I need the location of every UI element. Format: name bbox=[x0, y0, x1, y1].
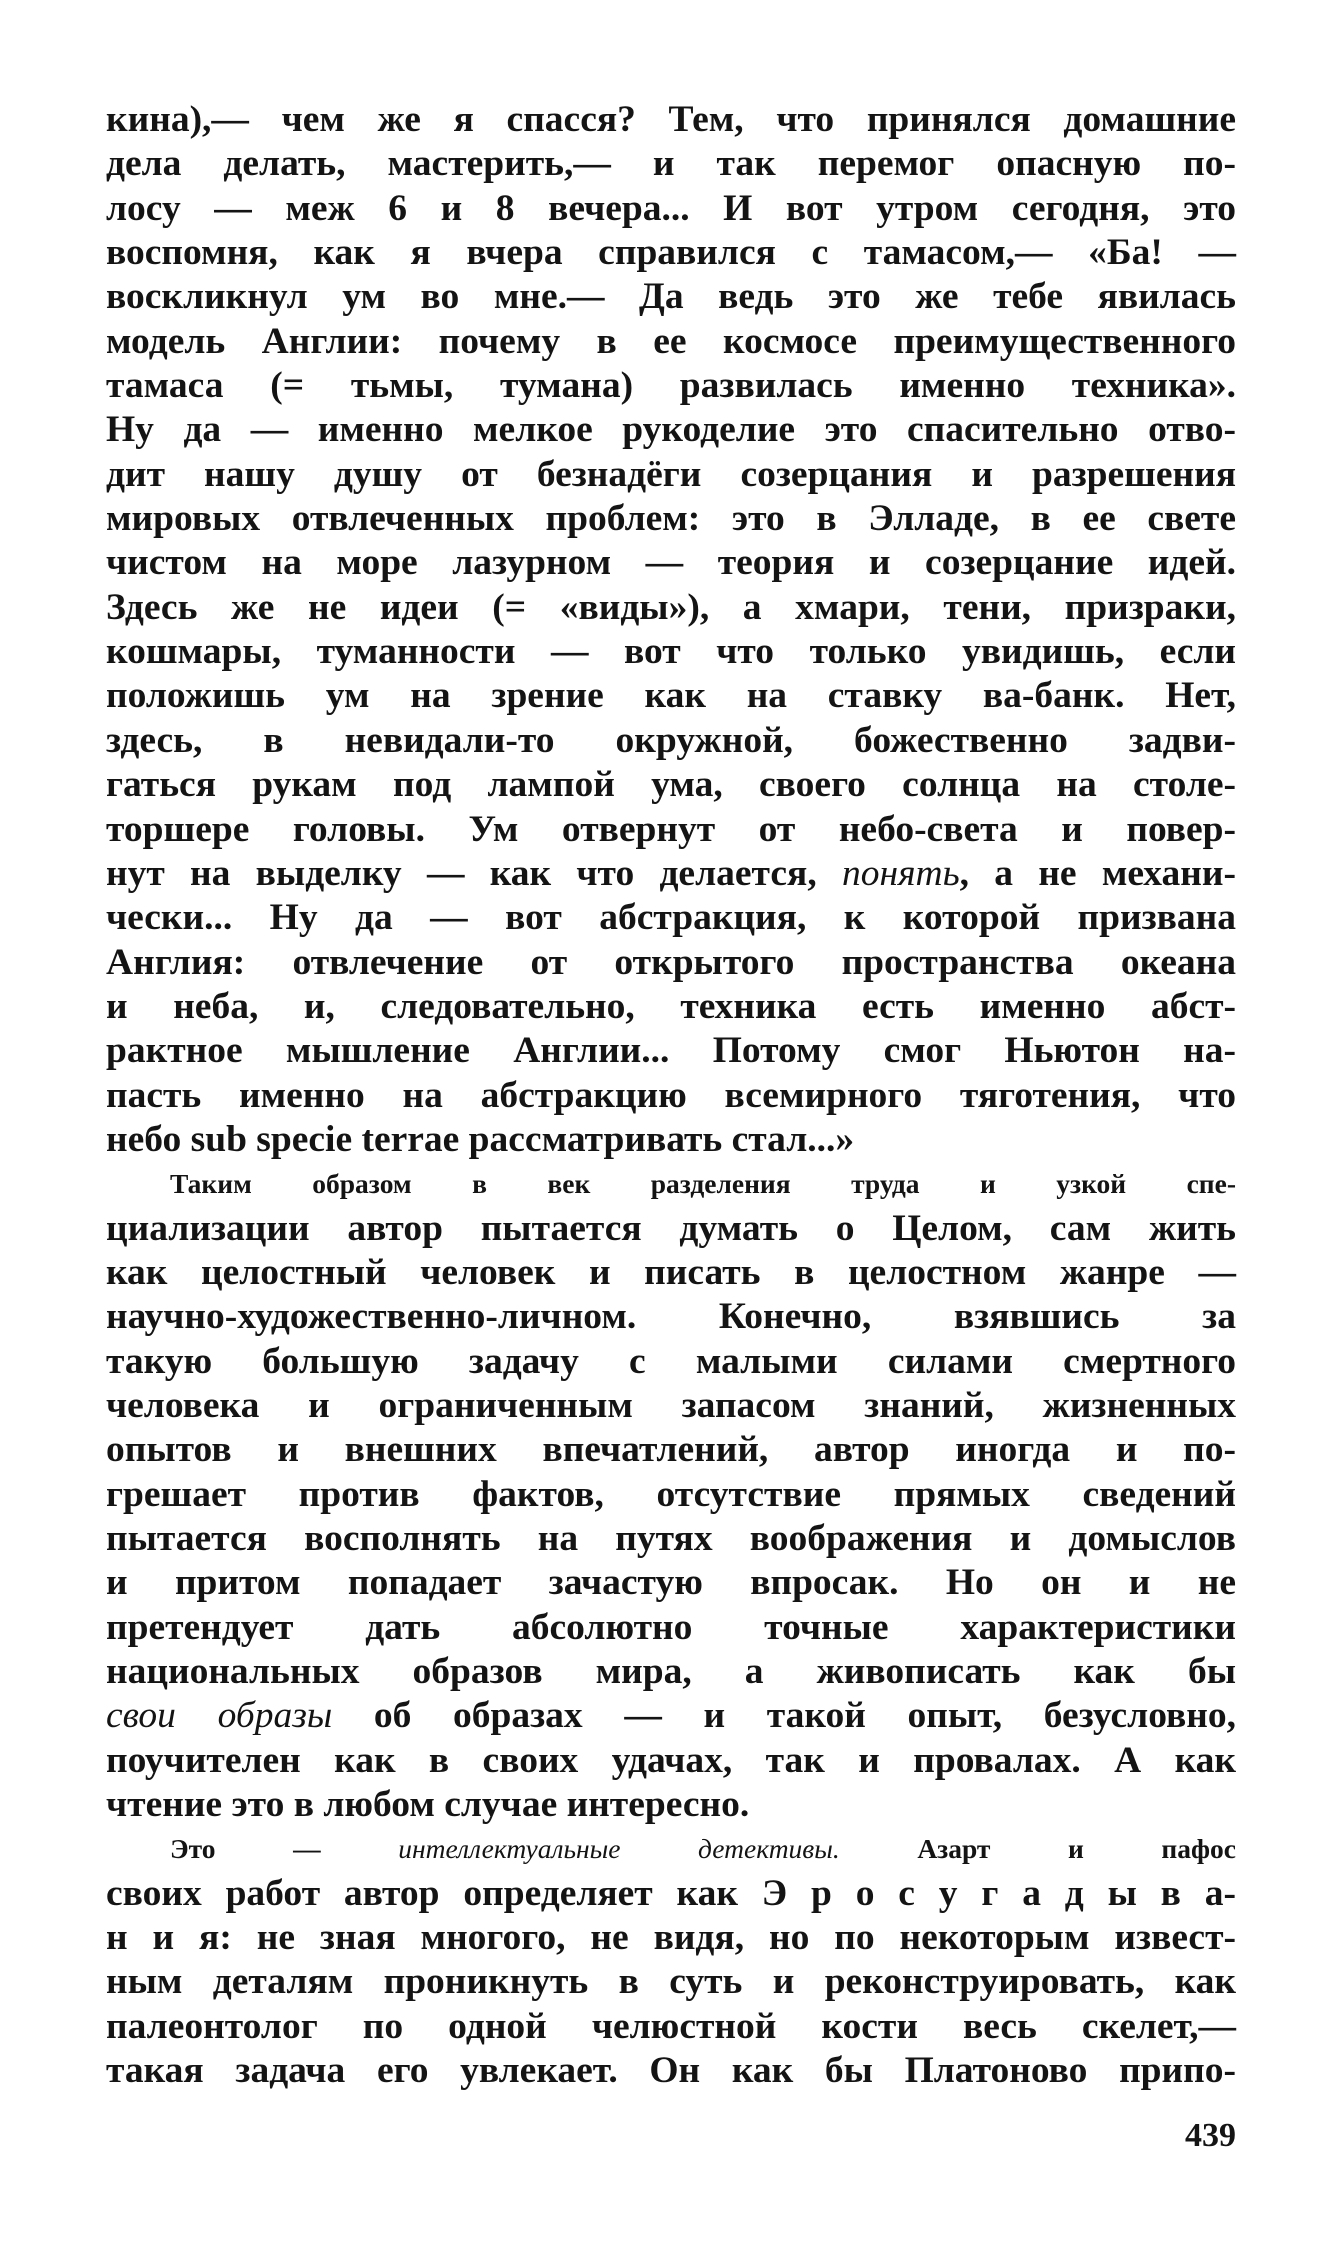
text-line: чтение это в любом случае интересно. bbox=[106, 1784, 750, 1826]
text-line: гаться рукам под лампой ума, своего солнца на столе- bbox=[106, 764, 1236, 806]
text-line: здесь, в невидали-то окружной, божественно задви- bbox=[106, 719, 1236, 761]
text-line: такую большую задачу с малыми силами смертного bbox=[106, 1340, 1236, 1382]
text-line: своих работ автор определяет как Э р о с у г а д ы в а- bbox=[106, 1872, 1236, 1914]
text-line: тамаса (= тьмы, тумана) развилась именно техника». bbox=[106, 365, 1236, 407]
text-line bbox=[106, 852, 1236, 896]
text-line: поучителен как в своих удачах, так и провалах. А как bbox=[106, 1739, 1236, 1781]
text-segment: об образах — и такой опыт, безусловно, bbox=[332, 1695, 1236, 1737]
page-number: 439 bbox=[1185, 2117, 1236, 2154]
text-line: Ну да — именно мелкое рукоделие это спасительно отво- bbox=[106, 409, 1236, 451]
text-line: воспомня, как я вчера справился с тамасом,— «Ба! — bbox=[106, 232, 1236, 274]
text-line: положишь ум на зрение как на ставку ва-банк. Нет, bbox=[106, 675, 1236, 717]
text-line: грешает против фактов, отсутствие прямых сведений bbox=[106, 1473, 1236, 1515]
text-line: Таким образом в век разделения труда и узкой спе- bbox=[170, 1168, 1236, 1200]
text-line: палеонтолог по одной челюстной кости весь скелет,— bbox=[106, 2005, 1236, 2047]
text-line: рактное мышление Англии... Потому смог Ньютон на- bbox=[106, 1030, 1236, 1072]
text-line: циализации автор пытается думать о Целом, сам жить bbox=[106, 1207, 1236, 1249]
text-line bbox=[106, 1694, 1236, 1738]
text-line: модель Англии: почему в ее космосе преимущественного bbox=[106, 320, 1236, 362]
text-line: пасть именно на абстракцию всемирного тяготения, что bbox=[106, 1074, 1236, 1116]
text-line: чистом на море лазурном — теория и созерцание идей. bbox=[106, 542, 1236, 584]
text-line: ным деталям проникнуть в суть и реконструировать, как bbox=[106, 1961, 1236, 2003]
text-segment: Азарт и пафос bbox=[839, 1833, 1236, 1865]
text-line: национальных образов мира, а живописать как бы bbox=[106, 1651, 1236, 1693]
italic-segment: свои образы bbox=[106, 1695, 333, 1737]
text-line: Англия: отвлечение от открытого пространства океана bbox=[106, 941, 1236, 983]
text-line: и притом попадает зачастую впросак. Но он и не bbox=[106, 1562, 1236, 1604]
text-line: торшере головы. Ум отвернут от небо-света и повер- bbox=[106, 808, 1236, 850]
text-line: опытов и внешних впечатлений, автор иногда и по- bbox=[106, 1429, 1236, 1471]
text-line: научно-художественно-личном. Конечно, взявшись за bbox=[106, 1296, 1236, 1338]
italic-segment: интеллектуальные детективы. bbox=[398, 1833, 840, 1865]
text-line: небо sub specie terrae рассматривать стал...» bbox=[106, 1118, 855, 1160]
text-line: дит нашу душу от безнадёги созерцания и разрешения bbox=[106, 453, 1236, 495]
text-line: кина),— чем же я спасся? Тем, что принялся домашние bbox=[106, 99, 1236, 140]
text-line: мировых отвлеченных проблем: это в Элладе, в ее свете bbox=[106, 498, 1236, 540]
text-line: Здесь же не идеи (= «виды»), а хмари, тени, призраки, bbox=[106, 586, 1236, 628]
text-line: воскликнул ум во мне.— Да ведь это же тебе явилась bbox=[106, 276, 1236, 318]
text-line: н и я: не зная многого, не видя, но по некоторым извест- bbox=[106, 1917, 1236, 1959]
text-line: пытается восполнять на путях воображения и домыслов bbox=[106, 1518, 1236, 1559]
text-line: претендует дать абсолютно точные характеристики bbox=[106, 1606, 1236, 1648]
body-text bbox=[106, 98, 1236, 2093]
text-line: как целостный человек и писать в целостном жанре — bbox=[106, 1251, 1236, 1293]
text-line: и неба, и, следовательно, техника есть именно абст- bbox=[106, 985, 1236, 1027]
text-line: человека и ограниченным запасом знаний, жизненных bbox=[106, 1384, 1236, 1426]
text-segment: нут на выделку — как что делается, bbox=[106, 852, 842, 894]
text-segment: , а не механи- bbox=[959, 852, 1236, 894]
text-segment: Это — bbox=[170, 1833, 399, 1865]
text-line: лосу — меж 6 и 8 вечера... И вот утром сегодня, это bbox=[106, 187, 1236, 229]
italic-segment: понять bbox=[841, 852, 960, 894]
text-line: чески... Ну да — вот абстракция, к которой призвана bbox=[106, 897, 1236, 939]
text-line: кошмары, туманности — вот что только увидишь, если bbox=[106, 631, 1236, 673]
text-line: такая задача его увлекает. Он как бы Платоново припо- bbox=[106, 2050, 1236, 2092]
text-line: дела делать, мастерить,— и так перемог опасную по- bbox=[106, 143, 1236, 185]
text-line bbox=[106, 1827, 1236, 1871]
